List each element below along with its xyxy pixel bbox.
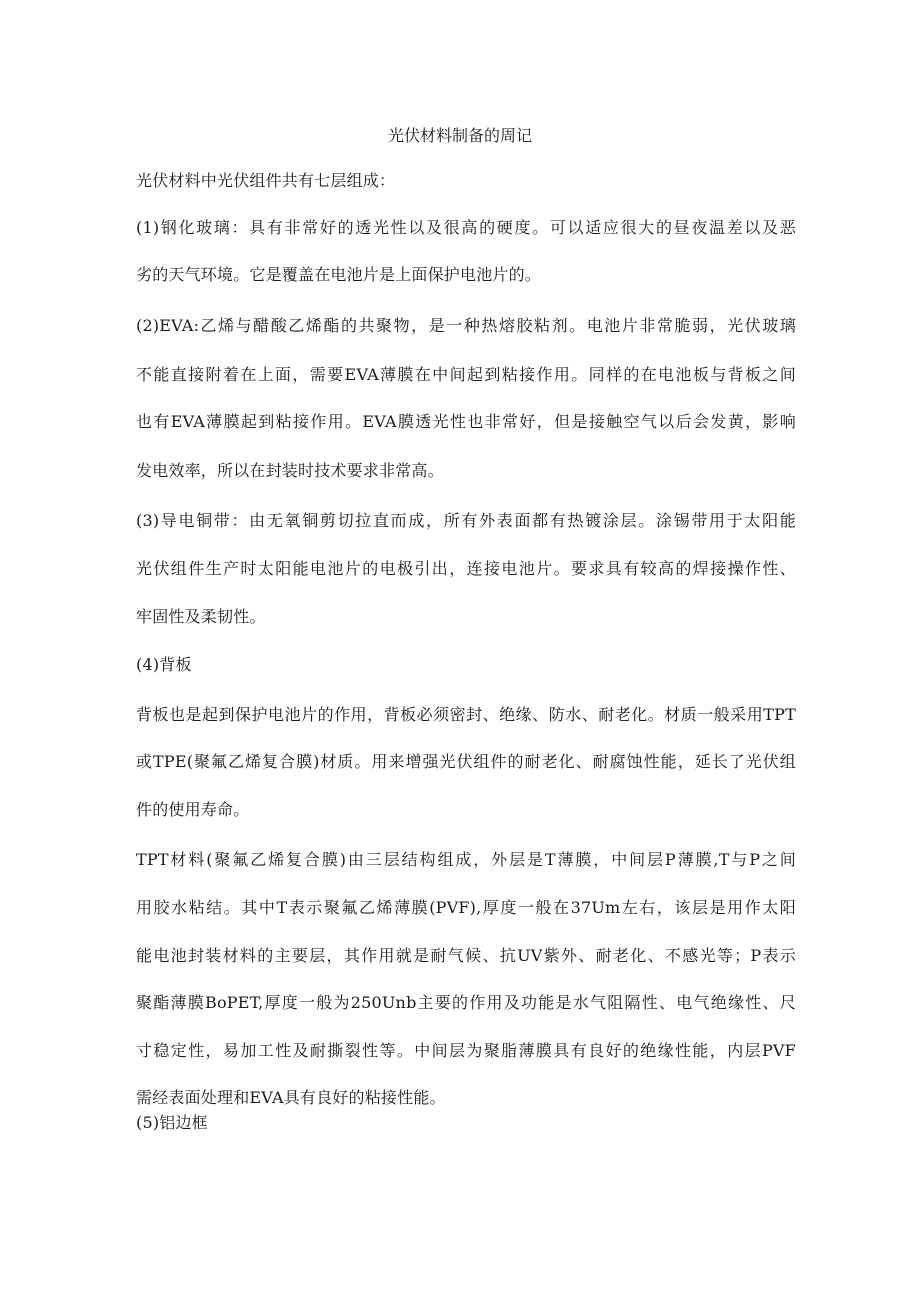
text-line: TPT材料(聚氟乙烯复合膜)由三层结构组成，外层是T薄膜，中间层P薄膜,T与P之间 [136,850,796,869]
text-line: (3)导电铜带：由无氧铜剪切拉直而成，所有外表面都有热镀涂层。涂锡带用于太阳能 [136,511,796,530]
text-line: (2)EVA:乙烯与醋酸乙烯酯的共聚物，是一种热熔胶粘剂。电池片非常脆弱，光伏玻璃 [136,316,796,335]
text-line: 能电池封装材料的主要层，其作用就是耐气候、抗UV紫外、耐老化、不感光等；P表示 [136,946,796,965]
text-line: 牢固性及柔韧性。 [136,607,266,626]
text-line: (1)钢化玻璃：具有非常好的透光性以及很高的硬度。可以适应很大的昼夜温差以及恶 [136,218,796,237]
text-line: 劣的天气环境。它是覆盖在电池片是上面保护电池片的。 [136,265,542,284]
text-line: 或TPE(聚氟乙烯复合膜)材质。用来增强光伏组件的耐老化、耐腐蚀性能，延长了光伏组 [136,752,796,771]
text-line: (4)背板 [136,655,192,674]
text-line: 聚酯薄膜BoPET,厚度一般为250Unb主要的作用及功能是水气阻隔性、电气绝缘性、尺 [136,993,796,1012]
page-title: 光伏材料制备的周记 [387,126,532,145]
text-line: 光伏材料中光伏组件共有七层组成： [136,171,396,190]
text-line: 需经表面处理和EVA具有良好的粘接性能。 [136,1088,446,1107]
text-line: 发电效率，所以在封装时技术要求非常高。 [136,461,444,480]
text-line: 背板也是起到保护电池片的作用，背板必须密封、绝缘、防水、耐老化。材质一般采用TPT [136,705,796,724]
text-line: 用胶水粘结。其中T表示聚氟乙烯薄膜(PVF),厚度一般在37Um左右，该层是用作太阳 [136,898,796,917]
text-line: 寸稳定性，易加工性及耐撕裂性等。中间层为聚脂薄膜具有良好的绝缘性能，内层PVF [136,1041,796,1060]
text-line: 光伏组件生产时太阳能电池片的电极引出，连接电池片。要求具有较高的焊接操作性、 [136,559,796,578]
text-line: 不能直接附着在上面，需要EVA薄膜在中间起到粘接作用。同样的在电池板与背板之间 [136,365,796,384]
text-line: 也有EVA薄膜起到粘接作用。EVA膜透光性也非常好，但是接触空气以后会发黄，影响 [136,412,796,431]
text-line: (5)铝边框 [136,1113,208,1132]
text-line: 件的使用寿命。 [136,800,250,819]
